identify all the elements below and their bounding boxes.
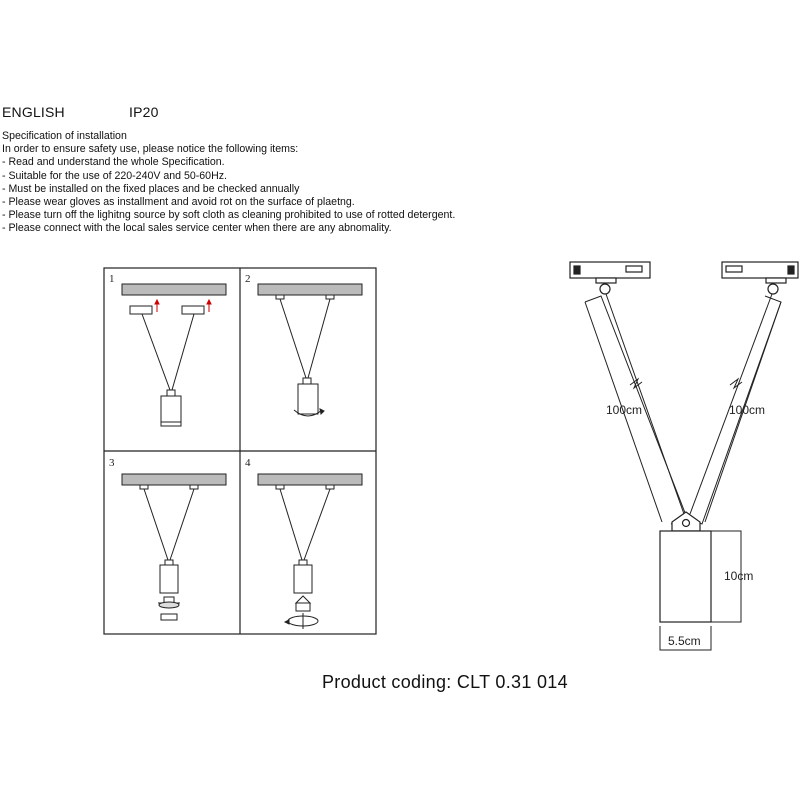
- spec-line: - Must be installed on the fixed places and be checked annually: [2, 182, 300, 195]
- panel-1-illustration: [122, 284, 226, 426]
- luminaire-body: [660, 512, 711, 622]
- width-dimension: 5.5cm: [668, 634, 701, 648]
- right-cable-length: 100cm: [729, 403, 766, 417]
- spec-line: - Please connect with the local sales service center when there are any abnomality.: [2, 222, 392, 235]
- step-number: 1: [109, 273, 115, 285]
- spec-line: In order to ensure safety use, please notice the following items:: [2, 143, 299, 156]
- spec-line: - Read and understand the whole Specification.: [2, 156, 225, 169]
- track-adapter-right: [722, 262, 798, 294]
- spec-title: Specification of installation: [2, 130, 127, 142]
- panel-4-illustration: [258, 474, 362, 629]
- product-coding: Product coding: CLT 0.31 014: [322, 672, 568, 692]
- step-number: 3: [109, 457, 115, 469]
- spec-line: - Please turn off the lighitng source by soft cloth as cleaning prohibited to use of rotted detergent.: [2, 209, 456, 222]
- left-cable-length: 100cm: [606, 403, 643, 417]
- panel-3-illustration: [122, 474, 226, 620]
- spec-line: - Suitable for the use of 220-240V and 50-60Hz.: [2, 169, 227, 182]
- language-label: ENGLISH: [2, 104, 65, 120]
- ip-rating: IP20: [129, 104, 159, 120]
- panel-2-illustration: [258, 284, 362, 416]
- spec-line: - Please wear gloves as installment and avoid rot on the surface of plaetng.: [2, 196, 355, 209]
- height-dimension: 10cm: [724, 569, 754, 583]
- track-adapter-left: [570, 262, 650, 294]
- step-number: 4: [245, 457, 251, 469]
- step-number: 2: [245, 273, 251, 285]
